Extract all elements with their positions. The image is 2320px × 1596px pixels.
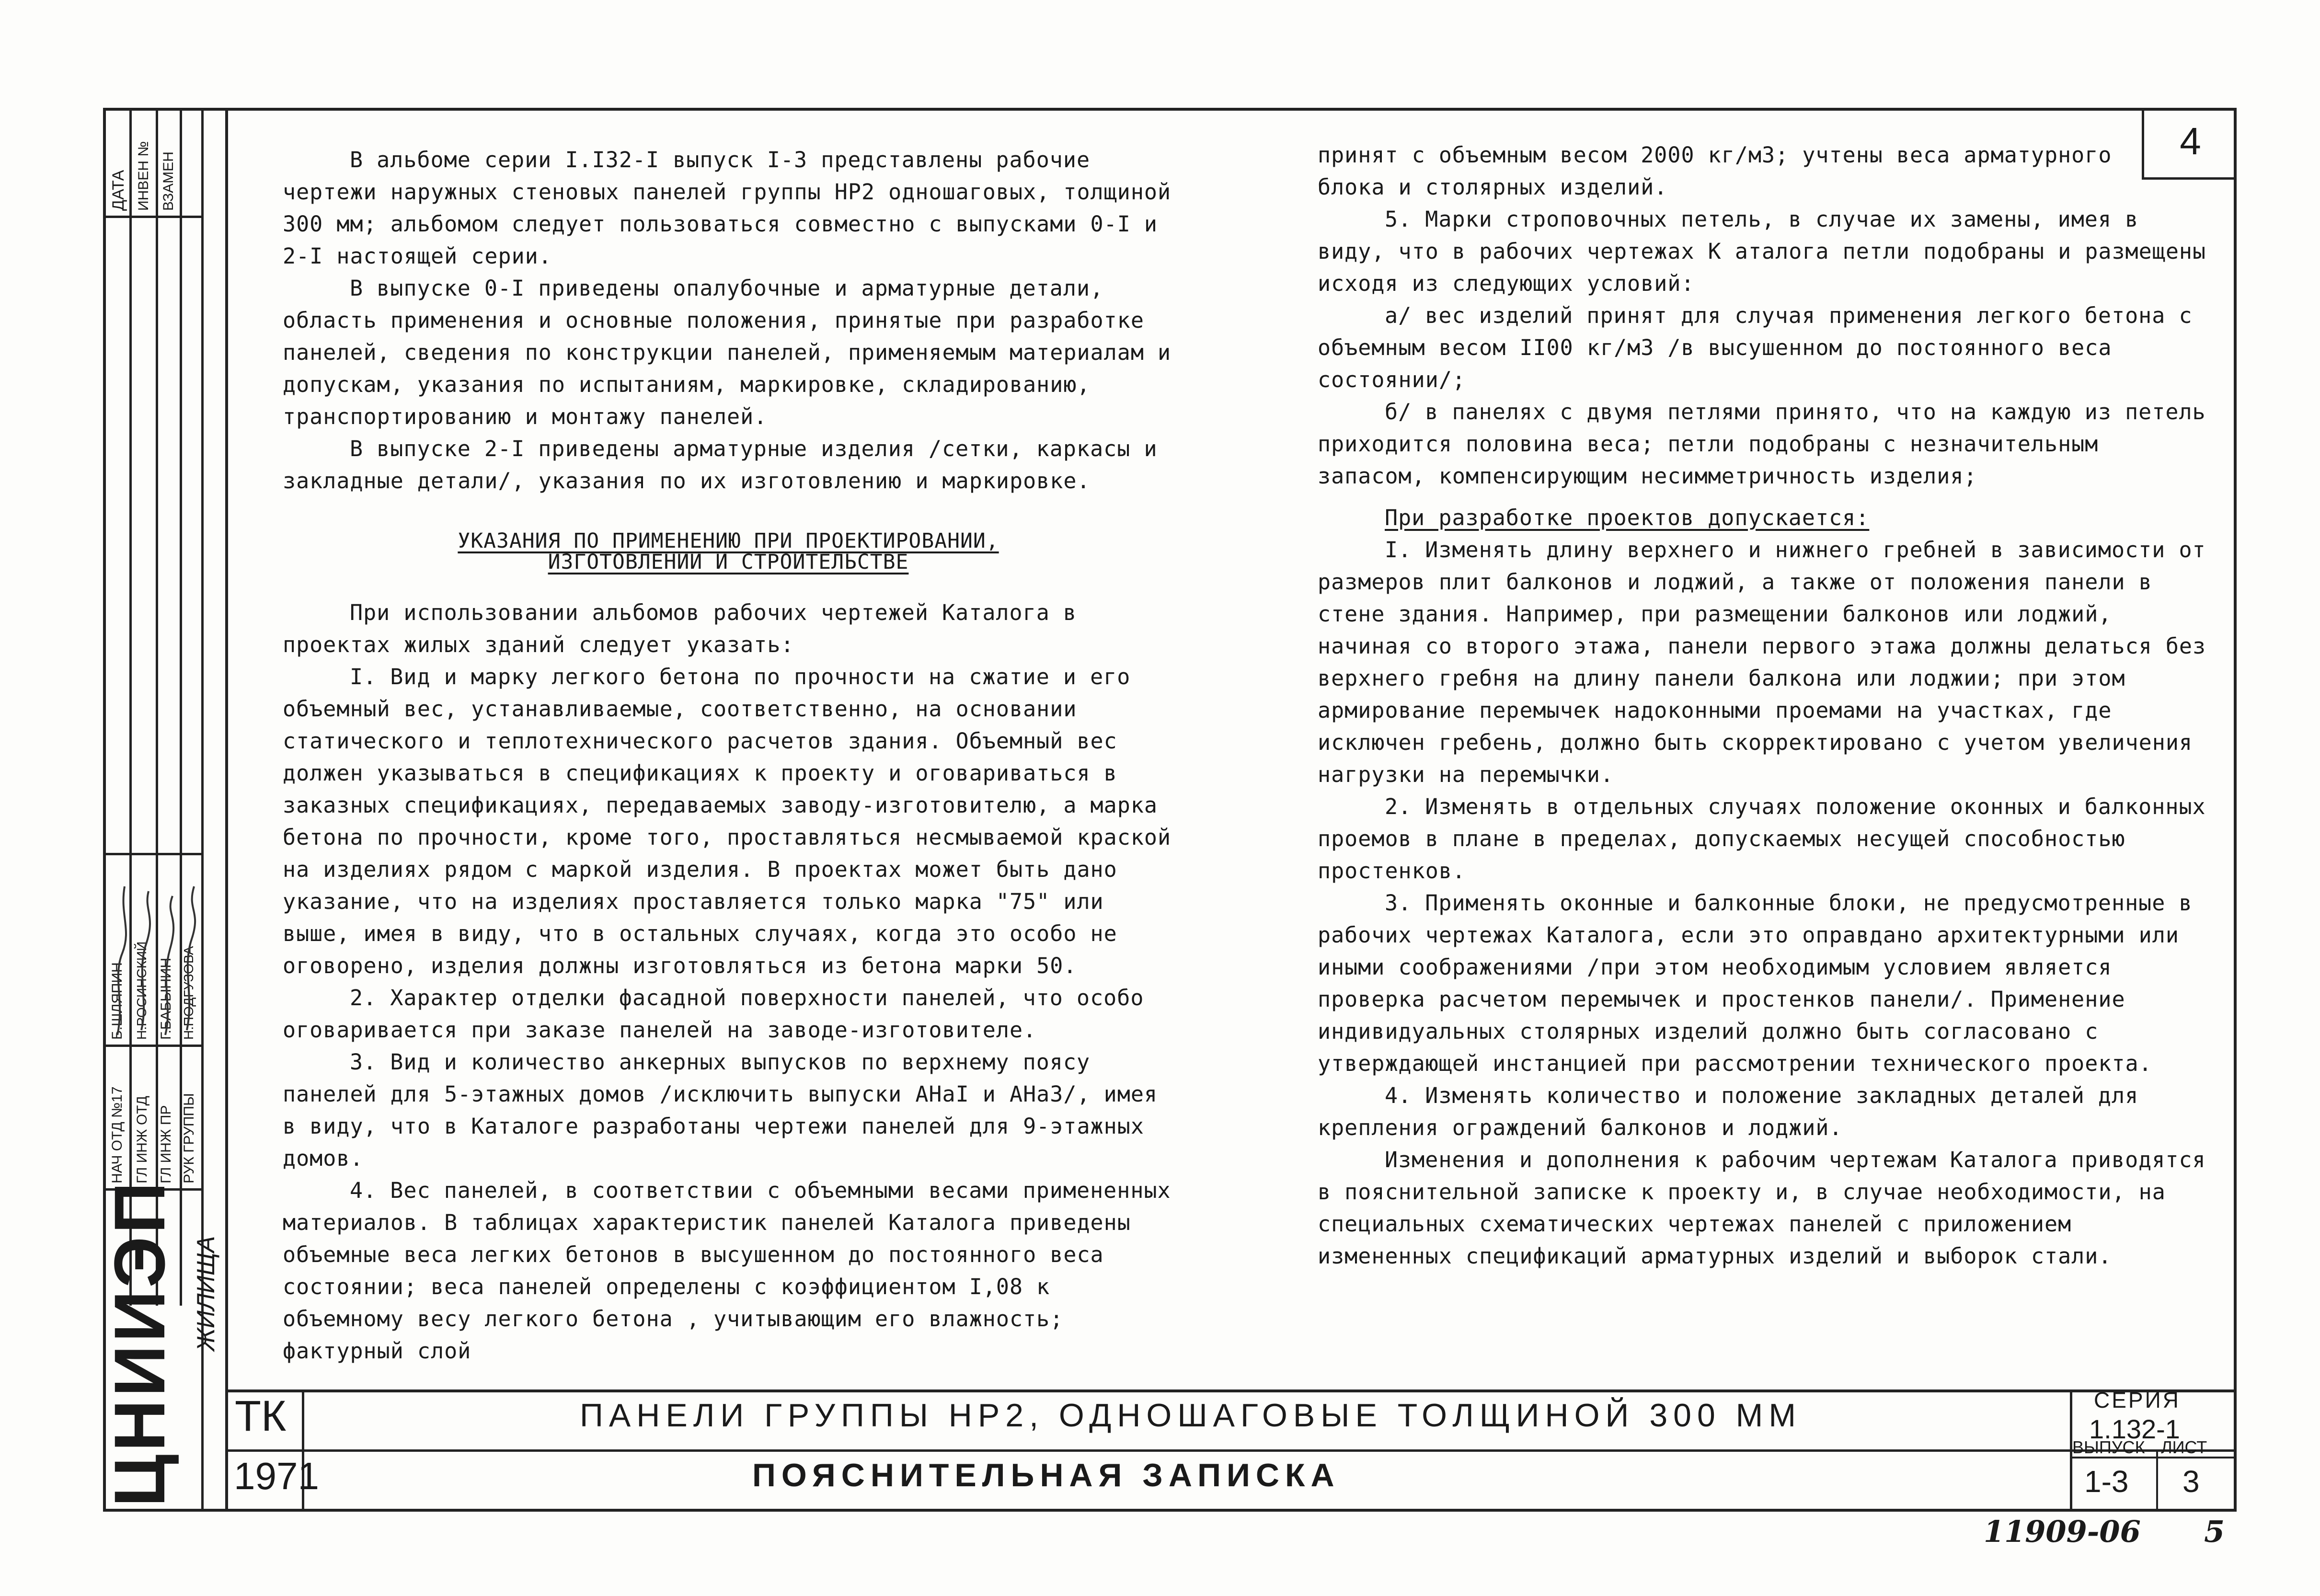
strip-hline-2: [103, 853, 204, 855]
tb-top-line: [225, 1389, 2237, 1392]
strip-label-date: ДАТА: [109, 170, 127, 211]
right-column: [1318, 139, 2209, 1272]
body-paragraph-4: 3. Вид и количество анкерных выпусков по верхнему поясу панелей для 5-этажных домов /исключить выпуски АНаI и АНа3/, имея в виду, что в Каталоге разработаны чертежи панелей для 9-этажных домов.: [283, 1049, 1158, 1171]
name-rosinsky: Н.РОСИНСКИЙ: [134, 941, 149, 1040]
strip-line-1: [129, 108, 132, 1306]
section-heading-line-2: ИЗГОТОВЛЕНИИ И СТРОИТЕЛЬСТВЕ: [548, 550, 909, 574]
allowed-item-1: I. Изменять длину верхнего и нижнего гребней в зависимости от размеров плит балконов и лоджий, а также от положения панели в стене здания. Например, при размещении балконов или лоджий, начиная со второго этажа, панели первого этажа должны делаться без верхнего гребня на длину панели балкона или лоджии; при этом армирование перемычек надоконными проемами на участках, где исключен гребень, должно быть скорректировано с учетом увеличения нагрузки на перемычки.: [1318, 537, 2206, 787]
tb-mid-line: [225, 1449, 2237, 1452]
section-heading: [283, 530, 1174, 573]
tb-tk: ТК: [235, 1392, 287, 1440]
tb-sheet-divider: [2156, 1449, 2158, 1512]
body-paragraph-1: При использовании альбомов рабочих чертежей Каталога в проектах жилых зданий следует указать:: [283, 600, 1077, 657]
closing-paragraph: Изменения и дополнения к рабочим чертежам Каталога приводятся в пояснительной записке к проекту и, в случае необходимости, на специальных схематических чертежах панелей с приложением измененных спецификаций арматурных изделий и выборок стали.: [1318, 1147, 2206, 1269]
tb-year: 1971: [234, 1455, 319, 1497]
role-ruk-gruppy: РУК ГРУППЫ: [181, 1093, 197, 1183]
item5-paragraph: 5. Марки строповочных петель, в случае их замены, имея в виду, что в рабочих чертежах К аталога петли подобраны и размещены исходя из следующих условий:: [1318, 207, 2206, 296]
tb-issue-label: ВЫПУСК: [2072, 1437, 2145, 1457]
org-sub: ЖИЛИЩА: [192, 1236, 220, 1351]
tb-series-value: 1.132-1: [2089, 1414, 2180, 1444]
section-heading-line-1: УКАЗАНИЯ ПО ПРИМЕНЕНИЮ ПРИ ПРОЕКТИРОВАНИИ,: [458, 529, 999, 553]
allowed-item-4: 4. Изменять количество и положение закладных деталей для крепления ограждений балконов и лоджий.: [1318, 1083, 2139, 1140]
sheet-number: 4: [2142, 108, 2237, 180]
strip-label-replace: ВЗАМЕН: [161, 151, 176, 211]
strip-line-5: [225, 108, 228, 1512]
tb-subtitle: ПОЯСНИТЕЛЬНАЯ ЗАПИСКА: [752, 1457, 1340, 1493]
role-nach-otd: НАЧ ОТД №17: [109, 1086, 125, 1183]
intro-paragraph-3: В выпуске 2-I приведены арматурные изделия /сетки, каркасы и закладные детали/, указания по их изготовлению и маркировке.: [283, 436, 1158, 494]
allowed-heading: [1318, 502, 2209, 534]
allowed-item-2: 2. Изменять в отдельных случаях положение оконных и балконных проемов в плане в пределах, допускаемых несущей способностью простенков.: [1318, 794, 2206, 884]
body-paragraph-2: I. Вид и марку легкого бетона по прочности на сжатие и его объемный вес, устанавливаемые, соответственно, на основании статического и теплотехнического расчетов здания. Объемный вес должен указываться в спецификациях к проекту и оговариваться в заказных спецификациях, передаваемых заводу-изготовителю, а марка бетона по прочности, кроме того, проставляться несмываемой краской на изделиях рядом с маркой изделия. В проектах может быть дано указание, что на изделиях проставляется только марка "75" или выше, имея в виду, что в остальных случаях, когда это особо не оговорено, изделия должны изготовляться из бетона марки 50.: [283, 664, 1171, 978]
intro-paragraph-1: В альбоме серии I.I32-I выпуск I-3 представлены рабочие чертежи наружных стеновых панелей группы НР2 одношаговых, толщиной 300 мм; альбомом следует пользоваться совместно с выпусками 0-I и 2-I настоящей серии.: [283, 147, 1171, 269]
body-paragraph-3: 2. Характер отделки фасадной поверхности панелей, что особо оговаривается при заказе панелей на заводе-изготовителе.: [283, 985, 1144, 1043]
left-column: [283, 144, 1174, 1367]
tb-issue-value: 1-3: [2084, 1464, 2129, 1499]
archive-number: 11909-06: [1984, 1514, 2141, 1549]
continuation-paragraph: принят с объемным весом 2000 кг/м3; учтены веса арматурного блока и столярных изделий.: [1318, 142, 2112, 200]
role-gl-inzh-otd: ГЛ ИНЖ ОТД: [134, 1096, 150, 1183]
role-gl-inzh-pr: ГЛ ИНЖ ПР: [158, 1105, 174, 1183]
signatures: [103, 858, 204, 1045]
tb-sheet-label: ЛИСТ: [2161, 1437, 2207, 1457]
allowed-heading-text: При разработке проектов допускается:: [1385, 505, 1870, 530]
name-podguzova: Н.ПОДГУЗОВА: [181, 946, 196, 1040]
name-shlyapin: Б.ШЛЯПИН: [109, 962, 125, 1040]
item5a-paragraph: а/ вес изделий принят для случая применения легкого бетона с объемным весом II00 кг/м3 /в высушенном до постоянного веса состоянии/;: [1318, 303, 2193, 392]
tb-title: ПАНЕЛИ ГРУППЫ НР2, ОДНОШАГОВЫЕ ТОЛЩИНОЙ 300 ММ: [580, 1397, 1802, 1434]
body-paragraph-5: 4. Вес панелей, в соответствии с объемными весами примененных материалов. В таблицах характеристик панелей Каталога приведены объемные веса легких бетонов в высушенном до постоянного веса состоянии; веса панелей определены с коэффициентом I,08 к объемному весу легкого бетона , учитывающим его влажность; фактурный слой: [283, 1178, 1171, 1364]
strip-label-inventory: ИНВЕН №: [136, 141, 151, 211]
strip-hline-3: [103, 1045, 204, 1047]
org-logo: ЦНИИЭП: [99, 1179, 180, 1507]
tb-series-label: СЕРИЯ: [2094, 1388, 2181, 1412]
item5b-paragraph: б/ в панелях с двумя петлями принято, что на каждую из петель приходится половина веса; петли подобраны с незначительным запасом, компенсирующим несимметричность изделия;: [1318, 399, 2206, 489]
name-babynin: Г.БАБЫНИН: [158, 957, 174, 1040]
strip-hline-1: [103, 216, 204, 218]
allowed-item-3: 3. Применять оконные и балконные блоки, не предусмотренные в рабочих чертежах Каталога, если это оправдано архитектурными или иными соображениями /при этом необходимым условием является проверка расчетом перемычек и простенков панели/. Применение индивидуальных столярных изделий должно быть согласовано с утверждающей инстанцией при рассмотрении технического проекта.: [1318, 890, 2193, 1076]
page-mark: 5: [2204, 1514, 2225, 1549]
tb-sheet-value: 3: [2182, 1464, 2200, 1499]
intro-paragraph-2: В выпуске 0-I приведены опалубочные и арматурные детали, область применения и основные положения, принятые при разработке панелей, сведения по конструкции панелей, применяемым материалам и допускам, указания по испытаниям, маркировке, складированию, транспортированию и монтажу панелей.: [283, 276, 1171, 429]
